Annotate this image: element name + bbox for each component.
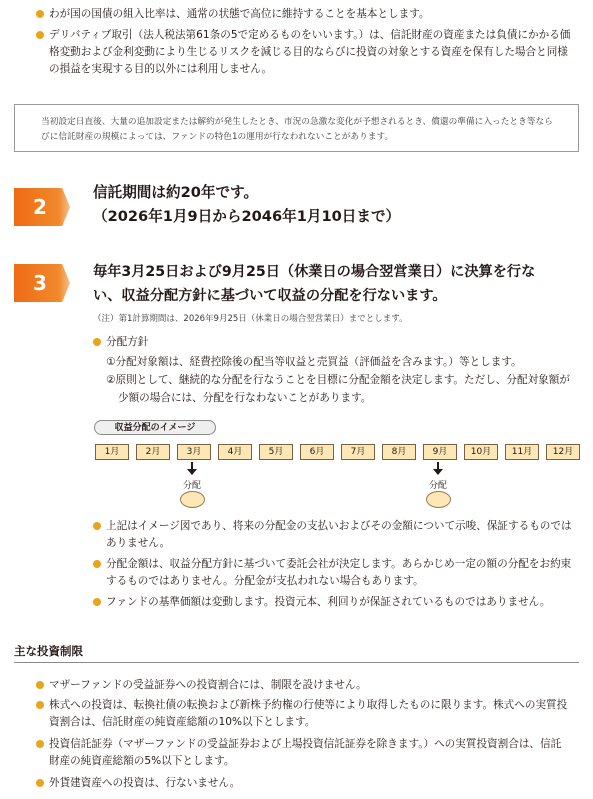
restriction-item: 株式への投資は、転換社債の転換および新株予約権の行使等により取得したものに限ります。株式への実質投資割合は、信託財産の純資産総額の10%以下とします。 [36,697,571,731]
step-3-badge: 3 [14,264,70,302]
bullet-dot-icon [36,701,44,709]
distribution-label: 分配 [183,481,202,491]
step-2-badge: 2 [14,188,70,226]
distribution-marker [180,491,205,508]
month-box: 5月 [259,444,293,460]
month-box: 3月 [177,444,211,460]
bullet-dot-icon [93,522,101,530]
policy-item: 少額の場合には、分配を行なわないことがあります。 [118,392,372,404]
section-title: 主な投資制限 [14,644,83,658]
arrow-down-icon [187,469,197,475]
month-box: 1月 [95,444,129,460]
step-3-note: （注）第1計算期間は、2026年9月25日（休業日の場合翌営業日）までとします。 [93,314,408,324]
month-box: 9月 [423,444,457,460]
month-box: 8月 [382,444,416,460]
policy-item: ①分配対象額は、経費控除後の配当等収益と売買益（評価益を含みます。）等とします。 [106,356,522,368]
month-box: 10月 [464,444,498,460]
bullet-dot-icon [93,598,101,606]
restriction-item: マザーファンドの受益証券への投資割合には、制限を設けません。 [36,677,571,694]
section-divider [14,662,579,663]
bullet-item: ファンドの基準価額は変動します。投資元本、利回りが保証されているものではありません。 [93,594,573,611]
step-3-line1: 毎年3月25日および9月25日（休業日の場合翌営業日）に決算を行な [93,264,536,280]
distribution-image-label: 収益分配のイメージ [94,420,216,435]
month-box: 12月 [546,444,580,460]
bullet-item: わが国の国債の組入比率は、通常の状態で高位に維持することを基本とします。 [36,6,571,23]
policy-heading: 分配方針 [93,334,571,351]
distribution-label: 分配 [429,481,448,491]
bullet-dot-icon [36,779,44,787]
month-box: 11月 [505,444,539,460]
month-box: 4月 [218,444,252,460]
bullet-dot-icon [36,31,44,39]
note-box: 当初設定日直後、大量の追加設定または解約が発生したとき、市況の急激な変化が予想されるとき、償還の準備に入ったとき等ならびに信託財産の規模によっては、ファンドの特色1の運用が行なわれないことがあります。 [14,104,579,152]
restriction-item: 外貨建資産への投資は、行ないません。 [36,775,571,792]
step-2-line2: （2026年1月9日から2046年1月10日まで） [93,208,401,225]
arrow-down-icon [433,469,443,475]
bullet-dot-icon [36,681,44,689]
bullet-dot-icon [93,338,101,346]
bullet-dot-icon [93,560,101,568]
policy-item: ②原則として、継続的な分配を行なうことを目標に分配金額を決定します。ただし、分配対象額が [106,374,570,386]
bullet-item: 分配金額は、収益分配方針に基づいて委託会社が決定します。あらかじめ一定の額の分配をお約束するものではありません。分配金が支払われない場合もあります。 [93,556,573,590]
restriction-item: 投資信託証券（マザーファンドの受益証券および上場投資信託証券を除きます。）への実質投資割合は、信託財産の純資産総額の5%以下とします。 [36,736,571,770]
month-box: 2月 [136,444,170,460]
distribution-marker [426,491,451,508]
bullet-item: デリバティブ取引（法人税法第61条の5で定めるものをいいます。）は、信託財産の資産または負債にかかる価格変動および金利変動により生じるリスクを減じる目的ならびに投資の対象とする資産を保有した場合と同様の損益を実現する目的以外には利用しません。 [36,27,571,78]
month-box: 7月 [341,444,375,460]
bullet-item: 上記はイメージ図であり、将来の分配金の支払いおよびその金額について示唆、保証するものではありません。 [93,518,573,552]
step-3-line2: い、収益分配方針に基づいて収益の分配を行ないます。 [93,288,447,304]
bullet-dot-icon [36,10,44,18]
bullet-dot-icon [36,740,44,748]
step-2-line1: 信託期間は約20年です。 [93,184,259,201]
month-box: 6月 [300,444,334,460]
